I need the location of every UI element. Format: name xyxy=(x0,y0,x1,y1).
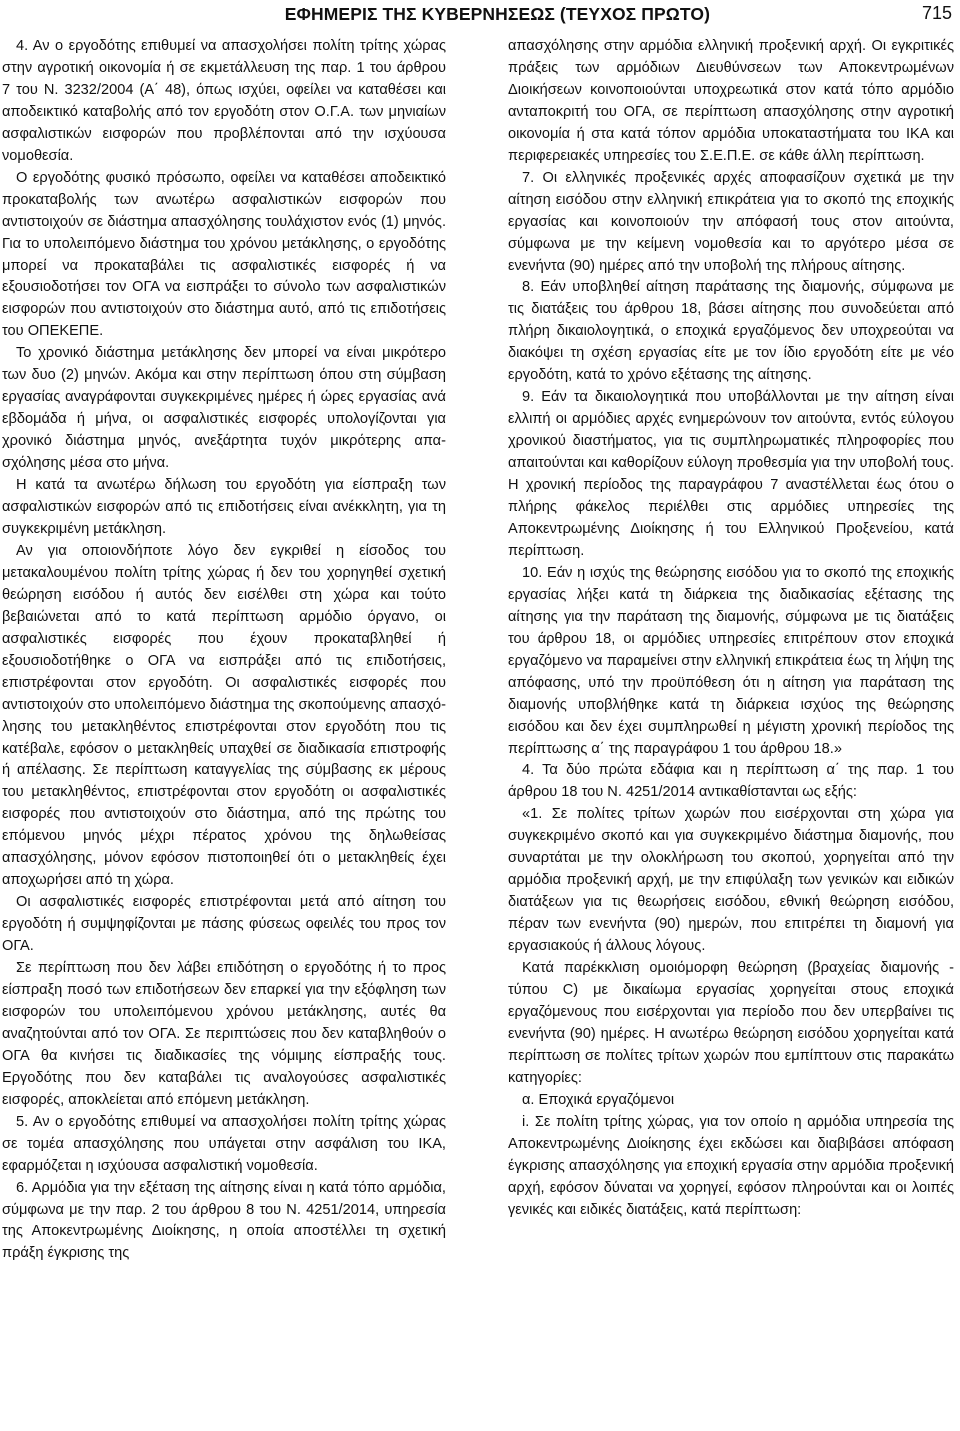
paragraph: απασχόλησης στην αρμόδια ελληνική προξενική αρχή. Οι εγκριτικές πράξεις των αρμόδιων Διευθύνσεων των Αποκεντρωμένων Διοικήσεων κοινοποιούνται υποχρεωτικά στον κατά τόπο αρμόδιο ανταποκριτή του ΟΓΑ, σε περίπτωση απασχόλησης στην αγροτική οικονομία ή στα κατά τόπον αρμόδια υποκαταστήματα του ΙΚΑ και περιφερειακές υπηρεσίες του Σ.Ε.Π.Ε. σε κάθε άλλη περίπτωση. xyxy=(508,38,954,164)
paragraph: 9. Εάν τα δικαιολογητικά που υποβάλλονται με την αίτηση είναι ελλιπή οι αρμόδιες αρχές ενημερώνουν τον αιτούντα, εντός εύλογου χρονικού διαστήματος, για τις συμπληρωματικές πληροφορίες που απαιτούνται και καθορίζουν εύλογη προθεσμία για την υποβολή τους. Η χρονική περίοδος της παραγράφου 7 αναστέλλεται έως ότου ο πλήρης φάκελος περιέλθει στις αρμόδιες υπηρεσίες της Αποκεντρωμένης Διοίκησης ή του Ελληνικού Προξενείου, κατά περίπτωση. xyxy=(508,389,954,559)
left-column xyxy=(2,36,446,1265)
paragraph: 10. Εάν η ισχύς της θεώρησης εισόδου για το σκοπό της εποχικής εργασίας λήξει κατά τη διάρκεια της διαδικασίας εξέτασης της αίτησης για την παράταση της διαμονής, σύμφωνα με τις διατάξεις του άρθρου 18, οι αρμόδιες υπηρεσίες επιτρέπουν στον εποχικά εργαζόμενο να παραμείνει στην ελληνική επικράτεια έως τη λήψη της απόφασης, υπό την προϋπόθεση ότι η αίτηση για παράταση της διαμονής υποβλήθηκε κατά τη διάρκεια ισχύος της θεώρησης εισόδου και δεν έχει συμπληρωθεί η μέγιστη χρονική περίοδος της περίπτωσης α΄ της παραγράφου 1 του άρθρου 18.» xyxy=(508,564,954,757)
paragraph: 8. Εάν υποβληθεί αίτηση παράτασης της διαμονής, σύμφωνα με τις διατάξεις του άρθρου 18, βάσει αίτησης που συνοδεύεται από πλήρη δικαιολογητικά, ο εποχικά εργαζόμενος δεν υποχρεούται να διακόψει τη σχέση εργασίας είτε με τον ίδιο εργοδότη είτε με νέο εργοδότη, κατά το χρόνο εξέτασης της αίτησης. xyxy=(508,279,954,384)
paragraph: Ο εργοδότης φυσικό πρόσωπο, οφείλει να καταθέσει αποδεικτικό προκαταβολής των ανωτέρω ασφαλιστικών εισφορών που αντιστοιχούν σε διάστημα απασχόλησης τουλάχιστον ενός (1) μηνός. Για το υπολειπόμενο διάστημα του χρόνου μετάκλησης, ο εργοδότης μπορεί να προκαταβάλει τις ασφαλιστικές εισφορές ή να εξουσιοδοτήσει τον ΟΓΑ να εισπράξει το σύνολο των ασφαλιστικών εισφορών που αντιστοιχούν στο διάστημα αυτό, από τις επιδοτήσεις του ΟΠΕΚΕΠΕ. xyxy=(2,169,446,340)
paragraph: α. Εποχικά εργαζόμενοι xyxy=(522,1091,675,1108)
paragraph: i. Σε πολίτη τρίτης χώρας, για τον οποίο η αρμόδια υπηρεσία της Αποκεντρωμένης Διοίκησης έχει εκδώσει και διαβιβάσει απόφαση έγκρισης απασχόλησης για εποχική εργασία στην αρμόδια προξενική αρχή, εφόσον δύναται να χορηγεί, εφόσον πληρούνται και οι λοιπές γενικές και ειδικές διατάξεις, κατά περίπτωση: xyxy=(508,1113,954,1218)
paragraph: 5. Αν ο εργοδότης επιθυμεί να απασχολήσει πολίτη τρίτης χώρας σε τομέα απασχόλησης που υπάγεται στην ασφάλιση του ΙΚΑ, εφαρμόζεται η ισχύουσα ασφαλιστική νομοθεσία. xyxy=(2,1113,446,1174)
paragraph: «1. Σε πολίτες τρίτων χωρών που εισέρχονται στη χώρα για συγκεκριμένο σκοπό και για συγκεκριμένο διάστημα διαμονής, που συναρτάται με την ολοκλήρωση του σκοπού, χορηγείται από την αρμόδια προξενική αρχή, με την επιφύλαξη των γενικών και ειδικών διατάξεων για τις θεωρήσεις εισόδου, εθνική θεώρηση εισόδου, πέραν των ενενήντα (90) ημερών, που επιτρέπει τη διαμονή για εργασιακούς ή άλλους λόγους. xyxy=(508,806,954,955)
page-number: 715 xyxy=(921,3,952,23)
gazette-title: ΕΦΗΜΕΡΙΣ ΤΗΣ ΚΥΒΕΡΝΗΣΕΩΣ (ΤΕΥΧΟΣ ΠΡΩΤΟ) xyxy=(284,4,710,24)
paragraph: Κατά παρέκκλιση ομοιόμορφη θεώρηση (βραχείας διαμονής - τύπου C) με δικαίωμα εργασίας χορηγείται στους εποχικά εργαζόμενους που εισέρχονται για περίοδο που δεν υπερβαίνει τις ενενήντα (90) ημέρες. Η ανωτέρω θεώρηση εισόδου χορηγείται κατά περίπτωση σε πολίτες τρίτων χωρών που εμπίπτουν στις παρακάτω κατηγορίες: xyxy=(508,960,954,1086)
paragraph: 6. Αρμόδια για την εξέταση της αίτησης είναι η κατά τόπο αρμόδια, σύμφωνα με την παρ. 2 του άρθρου 8 του Ν. 4251/2014, υπηρεσία της Αποκεντρωμένης Διοίκησης, η οποία αποστέλλει τη σχετική πράξη έγκρισης της xyxy=(2,1179,446,1262)
paragraph: Σε περίπτωση που δεν λάβει επιδότηση ο εργοδότης ή το προς είσπραξη ποσό των επιδοτήσεων δεν επαρκεί για την εξόφληση των εισφορών του υπολειπόμενου χρόνου μετάκλησης, αυτές θα αναζητούνται από τον ΟΓΑ. Σε περιπτώσεις που δεν καταβληθούν ο ΟΓΑ θα κινήσει τις διαδικασίες της νόμιμης είσπραξής τους. Εργοδότης που δεν καταβάλει τις αναλογούσες ασφαλιστικές εισφορές, αποκλείεται από επόμενη μετάκληση. xyxy=(2,960,446,1108)
paragraph: 4. Αν ο εργοδότης επιθυμεί να απασχολήσει πολίτη τρίτης χώρας στην αγροτική οικονομία ή σε εκμετάλλευση της παρ. 1 του άρθρου 7 του Ν. 3232/2004 (Α΄ 48), όπως ισχύει, οφείλει να καταθέσει και αποδεικτικό καταβολής από τον εργοδότη στον Ο.Γ.Α. των μηνιαίων ασφαλιστικών εισφορών που προβλέπονται από την ισχύουσα νομοθεσία. xyxy=(2,38,446,164)
paragraph: Η κατά τα ανωτέρω δήλωση του εργοδότη για είσπραξη των ασφαλιστικών εισφορών από τις επιδοτήσεις είναι ανέκκλητη, για τη συγκεκριμένη μετάκληση. xyxy=(2,477,446,537)
right-column xyxy=(508,36,954,1221)
paragraph: Αν για οποιονδήποτε λόγο δεν εγκριθεί η είσοδος του μετακαλουμένου πολίτη τρίτης χώρας ή δεν του χορηγηθεί σχετική θεώρηση εισόδου ή αυτός δεν εισέλθει στη χώρα και τούτο βεβαιώνεται από το κατά περίπτωση αρμόδιο όργανο, οι ασφαλιστικές εισφορές που έχουν προκαταβληθεί ή εξουσιοδοτήθηκε ο ΟΓΑ να εισπράξει από τις επιδοτήσεις, επιστρέφονται στον εργοδότη. Οι ασφαλιστικές εισφορές που αντιστοιχούν στο υπολειπόμενο διάστημα της σκοπούμενης απασχόλησης του μετακληθέντος επιστρέφονται στον εργοδότη που τις κατέβαλε, εφόσον ο μετακληθείς υπαχθεί σε διαδικασία επιστροφής ή απέλασης. Σε περίπτωση καταγγελίας της σύμβασης εκ μέρους του μετακληθέντος, επιστρέφονται στον εργοδότη οι ασφαλιστικές εισφορές που αντιστοιχούν στο διάστημα, από της πρώτης του επόμενου μηνός μέχρι πέρατος χρόνου της δηλωθείσας απασχόλησης, μόνον εφόσον πιστοποιηθεί ότι ο μετακληθείς έχει αποχωρήσει από τη χώρα. xyxy=(2,542,446,889)
paragraph: 7. Οι ελληνικές προξενικές αρχές αποφασίζουν σχετικά με την αίτηση εισόδου στην ελληνική επικράτεια για το σκοπό της εποχικής εργασίας και κοινοποιούν την απόφασή τους στον αιτούντα, σύμφωνα με την κείμενη νομοθεσία και το αργότερο μέσα σε ενενήντα (90) ημέρες από την υποβολή της πλήρους αίτησης. xyxy=(508,169,954,274)
page-header xyxy=(0,0,960,34)
paragraph: Οι ασφαλιστικές εισφορές επιστρέφονται μετά από αίτηση του εργοδότη ή συμψηφίζονται με πάσης φύσεως οφειλές του προς τον ΟΓΑ. xyxy=(2,894,446,955)
paragraph: 4. Τα δύο πρώτα εδάφια και η περίπτωση α΄ της παρ. 1 του άρθρου 18 του Ν. 4251/2014 αντικαθίστανται ως εξής: xyxy=(508,762,954,801)
paragraph: Το χρονικό διάστημα μετάκλησης δεν μπορεί να είναι μικρότερο των δυο (2) μηνών. Ακόμα και στην περίπτωση όπου στη σύμβαση εργασίας αναγράφονται συγκεκριμένες ημέρες ή ώρες εργασίας ανά εβδομάδα ή μήνα, οι ασφαλιστικές εισφορές υπολογίζονται για χρονικό διάστημα μηνός, ανεξάρτητα τυχόν μικρότερης απασχόλησης μέσα στο μήνα. xyxy=(2,345,446,472)
